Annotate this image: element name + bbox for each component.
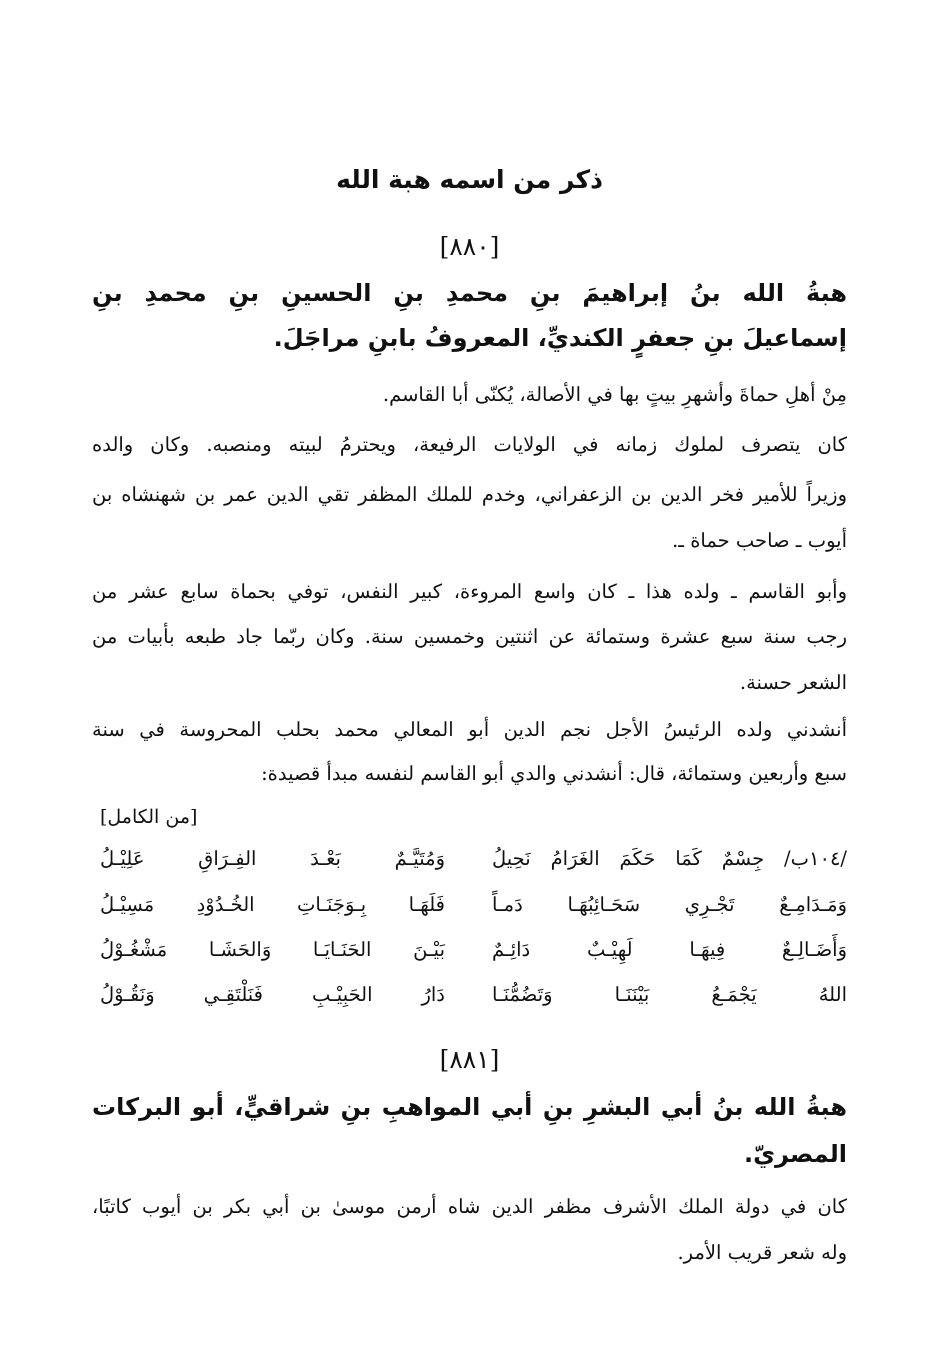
entry-name-line: هبةُ الله بنُ أبي البشرِ بنِ أبي المواهبِ بنِ شراقيٍّ، أبو البركات [92,1093,847,1121]
verse-second-hemistich: فَلَهَـا بِـوَجَنَـاتِ الخُـدُوْدِ مَسِيْـلُ [100,893,445,916]
paragraph-line: أنشدني ولده الرئيسُ الأجل نجم الدين أبو المعالي محمد بحلب المحروسة في سنة [92,718,847,741]
entry-name-line: هبةُ الله بنُ إبراهيمَ بنِ محمدِ بنِ الحسينِ بنِ محمدِ بنِ [92,279,847,307]
paragraph-line: الشعر حسنة. [739,671,847,694]
origin-line: مِنْ أهلِ حماةَ وأشهرِ بيتٍ بها في الأصالة، يُكنّى أبا القاسم. [382,383,847,406]
verse-first-hemistich: /١٠٤ب/ جِسْمٌ كَمَا حَكَمَ الغَرَامُ نَحِيلُ [492,847,847,870]
verse-second-hemistich: وَمُتَيَّـمٌ بَعْـدَ الفِـرَاقِ عَلِيْـلُ [100,847,445,870]
section-title: ذكر من اسمه هبة الله [336,165,603,194]
entry-name-line: إسماعيلَ بنِ جعفرٍ الكنديِّ، المعروفُ بابنِ مراجَلَ. [273,324,847,352]
verse-second-hemistich: بَيْـنَ الحَنَـايَـا وَالحَشَـا مَشْغُـوْلُ [100,938,445,961]
paragraph-line: أيوب ـ صاحب حماة ـ. [672,529,847,552]
verse-second-hemistich: دَارُ الحَبِيْـبِ فَنَلْتَقِـي وَنَقُـوْلُ [100,983,445,1006]
verse-first-hemistich: وَمَـدَامِـعٌ تَجْـرِي سَحَـائِبُهَـا دَمـاً [492,893,847,916]
paragraph-line: سبع وأربعين وستمائة، قال: أنشدني والدي أبو القاسم لنفسه مبدأ قصيدة: [261,762,847,785]
paragraph-line: كان في دولة الملك الأشرف مظفر الدين شاه أرمن موسىٰ بن أبي بكر بن أيوب كاتبًا، [92,1195,847,1218]
verse-first-hemistich: اللهُ يَجْمَـعُ بَيْنَنَـا وَتَضُمُّنَـا [492,983,847,1006]
poem-meter-label: [من الكامل] [100,806,198,828]
verse-first-hemistich: وَأَضَـالِـعٌ فِيهَـا لَهِيْـبٌ دَائِـمٌ [492,938,847,961]
entry-number: [٨٨١] [439,1045,500,1074]
paragraph-line: كان يتصرف لملوك زمانه في الولايات الرفيعة، ويحترمُ لبيته ومنصبه. وكان والده [92,433,847,456]
paragraph-line: وزيراً للأمير فخر الدين بن الزعفراني، وخدم للملك المظفر تقي الدين عمر بن شهنشاه بن [92,483,847,506]
paragraph-line: رجب سنة سبع عشرة وستمائة عن اثنتين وخمسين سنة. وكان ربّما جاد طبعه بأبيات من [92,625,847,648]
entry-name-line: المصريّ. [743,1140,847,1168]
paragraph-line: وأبو القاسم ـ ولده هذا ـ كان واسع المروءة، كبير النفس، توفي بحماة سابع عشر من [92,580,847,603]
paragraph-line: وله شعر قريب الأمر. [677,1241,847,1264]
entry-number: [٨٨٠] [439,232,500,261]
